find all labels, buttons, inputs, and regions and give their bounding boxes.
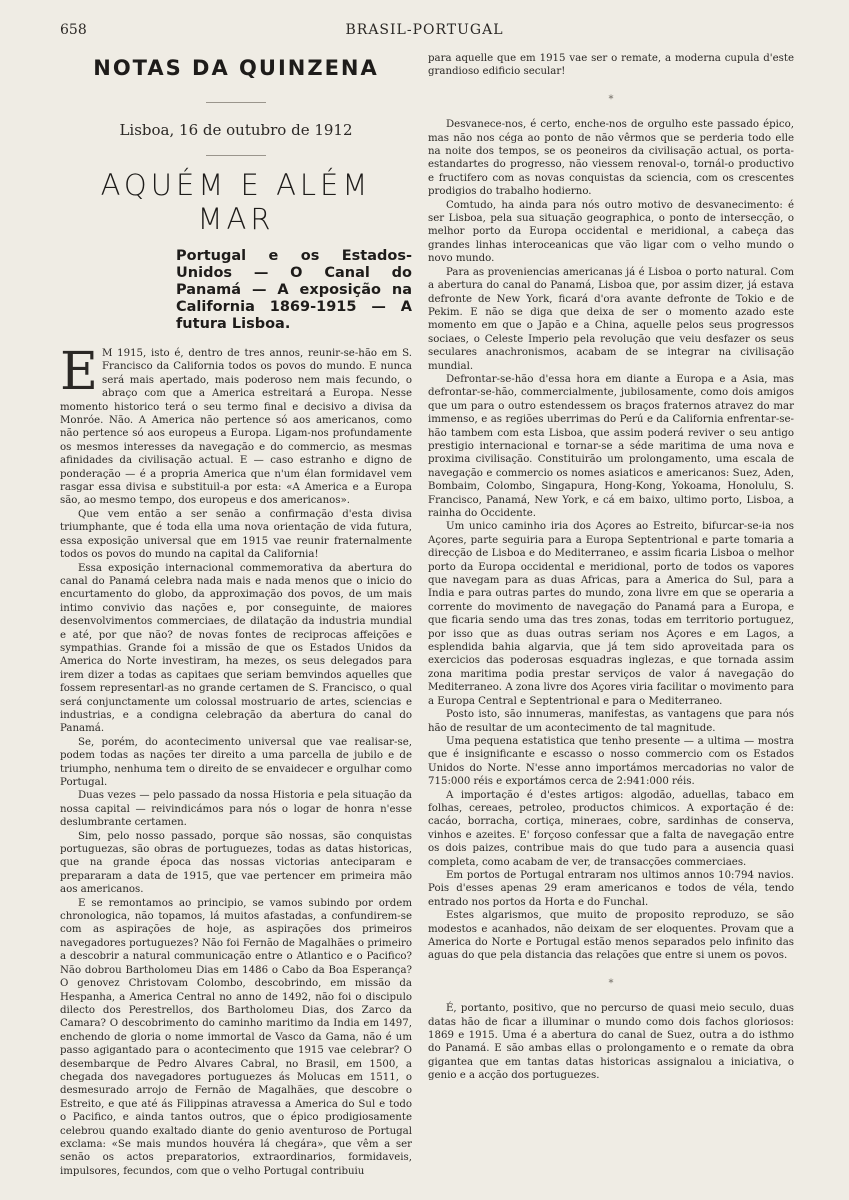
paragraph: Estes algarismos, que muito de proposito reproduzo, se são modestos e acanhados, não deixam de ser eloquentes. Provam que a America do Norte e Portugal estão menos separados pelo infinito das aguas do que pela distancia das relações que entre si unem os povos. xyxy=(428,910,794,962)
article-body-left xyxy=(60,342,412,1178)
paragraph: Para as proveniencias americanas já é Lisboa o porto natural. Com a abertura do canal do Panamá, Lisboa que, por assim dizer, já estava defronte de New York, ficará d'ora avante defronte de Tokio e de Pekim. E não se diga que deixa de ser o momento azado este momento em que o Japão e a China, aquelle pelos seus progressos sociaes, o Celeste Imperio pela revolução que veiu desfazer os seus seculares anachronismos, acabam de se integrar na civilisação mundial. xyxy=(428,266,794,372)
paragraph: Em portos de Portugal entraram nos ultimos annos 10:794 navios. Pois d'esses apenas 29 eram americanos e todos de véla, tendo entrado nos portos da Horta e do Funchal. xyxy=(428,869,794,908)
running-head xyxy=(60,22,789,44)
paragraph: É, portanto, positivo, que no percurso de quasi meio seculo, duas datas hão de ficar a illuminar o mundo como dois fachos gloriosos: 1869 e 1915. Uma é a abertura do canal de Suez, outra a do isthmo do Panamá. E são ambas ellas o prolongamento e o remate da obra gigantea que em tantas datas historicas assignalou a iniciativa, o genio e a acção dos portuguezes. xyxy=(428,1003,794,1082)
paragraph: Comtudo, ha ainda para nós outro motivo de desvanecimento: é ser Lisboa, pela sua situação geographica, o ponto de intersecção, o melhor porto da Europa occidental e meridional, a cabeça das grandes linhas interoceanicas que vão ligar com o velho mundo o novo mundo. xyxy=(428,199,794,265)
paragraph: Essa exposição internacional commemorativa da abertura do canal do Panamá celebra nada mais e nada menos que o inicio do encurtamento do globo, da approximação dos povos, de um mais intimo convivio das nações e, por conseguinte, de maiores desenvolvimentos commerciaes, de dilatação da industria mundial e até, por que não? de novas fontes de reciprocas affeições e sympathias. Grande foi a missão de que os Estados Unidos da America do Norte investiram, ha mezes, os seus delegados para irem dizer a todas as capitaes que seriam bemvindos aquelles que fossem representarl-as no grande certamen de S. Francisco, o qual será conjunctamente um colossal mostruario de artes, sciencias e industrias, e a condigna celebração da abertura do canal do Panamá. xyxy=(60,562,412,735)
paragraph: Uma pequena estatistica que tenho presente — a ultima — mostra que é insignificante e escasso o nosso commercio com os Estados Unidos do Norte. N'esse anno importámos mercadorias no valor de 715:000 réis e exportámos cerca de 2:941:000 réis. xyxy=(428,735,794,788)
section-separator: * xyxy=(608,93,614,105)
section-title: NOTAS DA QUINZENA xyxy=(93,56,379,80)
paragraph: Desvanece-nos, é certo, enche-nos de orgulho este passado épico, mas não nos céga ao ponto de não vêrmos que se perderia todo elle na noite dos tempos, se os peoneiros da civilisação actual, os porta-estandartes do progresso, não viessem renoval-o, tornál-o productivo e fructifero com as novas conquistas da sciencia, com os crescentes prodigios do trabalho hodierno. xyxy=(428,119,794,198)
article-title: AQUÉM E ALÉM MAR xyxy=(100,168,372,236)
divider xyxy=(206,155,266,156)
paragraph: Se, porém, do acontecimento universal que vae realisar-se, podem todas as nações ter direito a uma parcella de jubilo e de triumpho, nenhuma tem o direito de se envaidecer e orgulhar como Portugal. xyxy=(60,736,412,788)
paragraph: E se remontamos ao principio, se vamos subindo por ordem chronologica, não topamos, lá muitos afastadas, a confundirem-se com as aspirações de hoje, as aspirações dos primeiros navegadores portuguezes? Não foi Fernão de Magalhães o primeiro a descobrir a natural communicação entre o Atlantico e o Pacifico? Não dobrou Bartholomeu Dias em 1486 o Cabo da Boa Esperança? O genovez Christovam Colombo, descobrindo, em missão da Hespanha, a America Central no anno de 1492, não foi o discipulo dilecto dos Perestrellos, dos Bartholomeu Dias, dos Zarco da Camara? O descobrimento do caminho maritimo da India em 1497, enchendo de gloria o nome immortal de Vasco da Gama, não é um passo agigantado para o acontecimento que 1915 vae celebrar? O desembarque de Pedro Alvares Cabral, no Brasil, em 1500, a chegada dos navegadores portuguezes ás Molucas em 1511, o desmesurado arrojo de Fernão de Magalhães, que descobre o Estreito, e que até ás Filippinas atravessa a America do Sul e todo o Pacifico, e ainda tantos outros, que o épico prodigiosamente celebrou quando exaltado diante do genio aventuroso de Portugal exclama: «Se mais mundos houvéra lá chegára», que vêm a ser senão os actos preparatorios, extraordinarios, formidaveis, impulsores, fecundos, com que o velho Portugal contribuiu xyxy=(60,897,412,1177)
paragraph: Defrontar-se-hão d'essa hora em diante a Europa e a Asia, mas defrontar-se-hão, commercialmente, jubilosamente, como dois amigos que um para o outro estendessem os braços fraternos atravez do mar immenso, e as regiões uberrimas do Perú e da California enfrentar-se-hão tambem com esta Lisboa, que assim poderá reviver o seu antigo prestigio internacional e tornar-se a séde maritima de uma nova e proxima civilisação. Constituirão um prolongamento, uma escala de navegação e commercio os nomes asiaticos e americanos: Suez, Aden, Bombaim, Colombo, Singapura, Hong-Kong, Yokoama, Honolulu, S. Francisco, Panamá, New York, e cá em baixo, ultimo porto, Lisboa, a rainha do Occidente. xyxy=(428,373,794,519)
paragraph: Que vem então a ser senão a confirmação d'esta divisa triumphante, que é toda ella uma nova orientação de vida futura, essa exposição universal que em 1915 vae reunir fraternalmente todos os povos do mundo na capital da California! xyxy=(60,508,412,561)
article-body-right xyxy=(428,52,794,1083)
paragraph: Duas vezes — pelo passado da nossa Historia e pela situação da nossa capital — reivindicámos para nós o logar de honra n'esse deslumbrante certamen. xyxy=(60,790,412,829)
page-number: 658 xyxy=(60,22,87,38)
right-column xyxy=(428,52,794,1083)
section-separator: * xyxy=(608,977,614,989)
paragraph: para aquelle que em 1915 vae ser o remate, a moderna cupula d'este grandioso edificio secular! xyxy=(428,53,794,78)
article-subtitle: Portugal e os Estados-Unidos — O Canal do Panamá — A exposição na California 1869-1915 — A futura Lisboa. xyxy=(176,248,412,332)
paragraph: E M 1915, isto é, dentro de tres annos, reunir-se-hão em S. Francisco da California todos os povos do mundo. E nunca será mais apertado, mais poderoso nem mais fecundo, o abraço com que a America estreitará a Europa. Nesse momento historico terá o seu termo final e decisivo a divisa da Monróe. Não. A America não pertence só aos americanos, como não pertence só aos europeus a Europa. Ligam-nos profundamente os mesmos interesses da navegação e do commercio, as mesmas afinidades da civilisação actual. E — caso estranho e digno de ponderação — é a propria America que n'um élan formidavel vem rasgar essa divisa e substituil-a por esta: «A America e a Europa são, ao mesmo tempo, dos europeus e dos americanos». xyxy=(60,342,412,507)
paragraph: Posto isto, são innumeras, manifestas, as vantagens que para nós hão de resultar de um acontecimento de tal magnitude. xyxy=(428,709,794,734)
paragraph: A importação é d'estes artigos: algodão, aduellas, tabaco em folhas, cereaes, petroleo, productos chimicos. A exportação é de: cacáo, borracha, cortiça, mineraes, cobre, sardinhas de conserva, vinhos e azeites. E' forçoso confessar que a falta de navegação entre os dois paizes, contribue mais do que tudo para a ausencia quasi completa, como acabam de ver, de transacções commerciaes. xyxy=(428,789,794,868)
drop-cap: E xyxy=(60,342,98,402)
left-column xyxy=(60,52,412,1178)
dateline: Lisboa, 16 de outubro de 1912 xyxy=(119,121,353,139)
paragraph: Um unico caminho iria dos Açores ao Estreito, bifurcar-se-ia nos Açores, parte seguiria para a Europa Septentrional e parte tomaria a direcção de Lisboa e do Mediterraneo, e assim ficaria Lisboa o melhor porto da Europa occidental e meridional, porto de todos os vapores que navegam para as duas Africas, para a America do Sul, para a India e para outras partes do mundo, zona livre em que se operaria a corrente do movimento de navegação do Panamá para a Europa, e que ficaria sendo uma das tres zonas, todas em territorio portuguez, por isso que as duas outras seriam nos Açores e em Lagos, a esplendida bahia algarvia, que já tem sido aproveitada para os exercicios das poderosas esquadras inglezas, e que tornada assim zona maritima podia prestar serviços de valor á navegação do Mediterraneo. A zona livre dos Açores viria facilitar o movimento para a Europa Central e Septentrional e para o Mediterraneo. xyxy=(428,521,794,707)
divider xyxy=(206,102,266,103)
paragraph: Sim, pelo nosso passado, porque são nossas, são conquistas portuguezas, são obras de portuguezes, todas as datas historicas, que na grande época das nossas victorias anteciparam e prepararam a data de 1915, que vae pertencer em primeira mão aos americanos. xyxy=(60,830,412,896)
journal-title: BRASIL-PORTUGAL xyxy=(345,22,504,38)
